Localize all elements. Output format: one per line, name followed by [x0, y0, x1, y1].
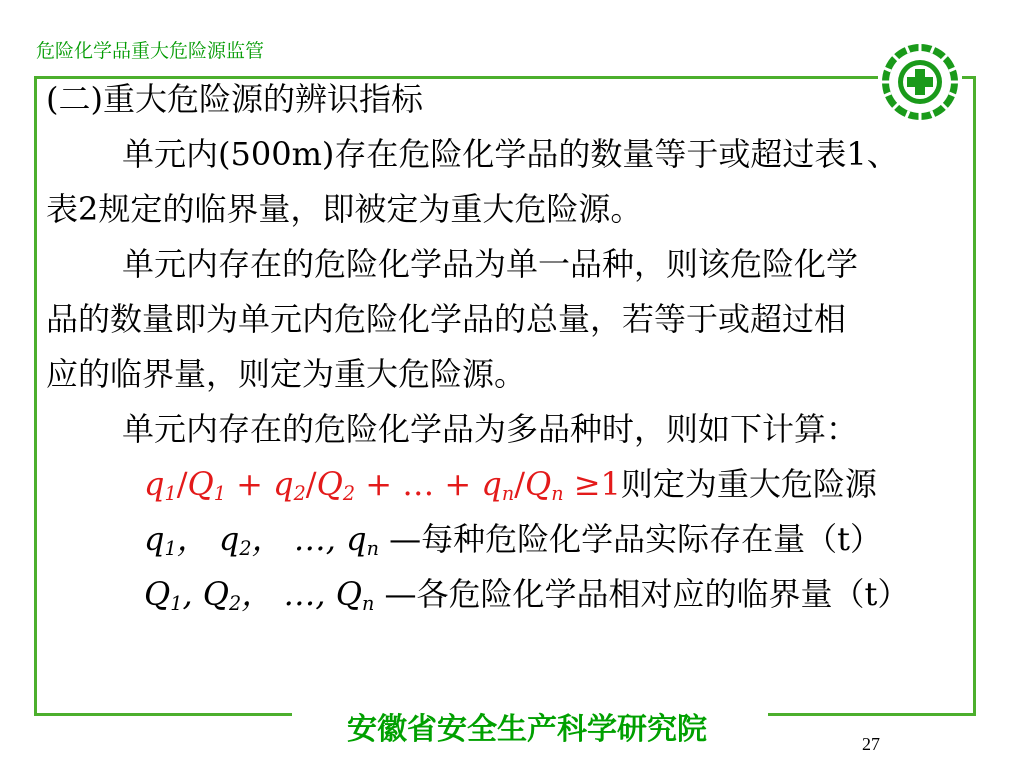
frame-bottom-right-rule — [768, 713, 976, 716]
slide-body — [46, 72, 982, 622]
variables-q: $q_1$， $q_2$， …, $q_n$ — [144, 520, 379, 560]
definition-q — [46, 512, 982, 567]
frame-bottom-left-rule — [34, 713, 292, 716]
paragraph-2-line-1: 单元内存在的危险化学品为单一品种，则该危险化学 — [122, 245, 859, 283]
variables-Q: $Q_1$, $Q_2$， …, $Q_n$ — [144, 575, 375, 615]
page-number: 27 — [862, 734, 880, 754]
formula-conclusion: 则定为重大危险源 — [620, 465, 877, 503]
header-title: 危险化学品重大危险源监管 — [36, 40, 265, 62]
paragraph-2-line-3: 应的临界量，则定为重大危险源。 — [46, 355, 527, 393]
threshold-formula — [46, 457, 982, 512]
paragraph-2-line-2: 品的数量即为单元内危险化学品的总量，若等于或超过相 — [46, 300, 847, 338]
definition-q-text: —每种危险化学品实际存在量（t） — [378, 520, 883, 558]
paragraph-1-line-1: 单元内(500m)存在危险化学品的数量等于或超过表1、 — [122, 135, 899, 173]
institute-name: 安徽省安全生产科学研究院 — [347, 712, 707, 747]
definition-Q-text: —各危险化学品相对应的临界量（t） — [374, 575, 910, 613]
definition-Q — [46, 567, 982, 622]
paragraph-3-line-1: 单元内存在的危险化学品为多品种时，则如下计算： — [122, 410, 859, 448]
formula-expression: $q_1/Q_1 + q_2/Q_2$ + … + $q_n/Q_n \ge 1$ — [144, 465, 621, 505]
paragraph-1-line-2: 表2规定的临界量，即被定为重大危险源。 — [46, 190, 643, 228]
section-heading: (二)重大危险源的辨识指标 — [46, 80, 423, 118]
